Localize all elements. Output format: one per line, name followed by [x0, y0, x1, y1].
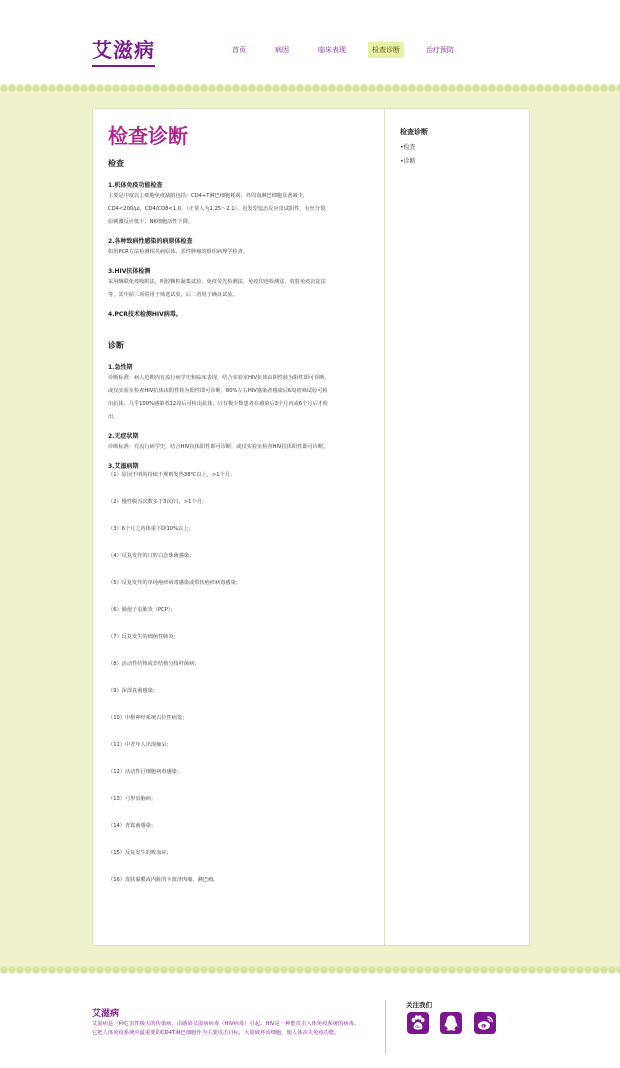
nav-item-treatment[interactable]: 治疗预防: [426, 46, 454, 54]
spacer: [108, 319, 370, 333]
aids-criteria-item: （10）中枢神经系统占位性病变；: [108, 715, 188, 721]
site-header: [0, 0, 620, 84]
aids-criteria-item: （12）活动性巨细胞病毒感染；: [108, 769, 183, 775]
weibo-icon[interactable]: [474, 1012, 496, 1034]
aids-criteria-item: （5）反复发作的单纯疱疹病毒感染或带状疱疹病毒感染；: [108, 580, 241, 586]
spacer: [108, 259, 370, 267]
aids-criteria-item: （15）反复发生的败血症；: [108, 850, 172, 856]
content-panel: [92, 108, 530, 946]
footer-brand: 艾滋病: [92, 1009, 120, 1019]
diagnosis-item-text: 出。: [108, 414, 119, 420]
aids-criteria-item: （6）肺孢子虫肺炎（PCP）；: [108, 607, 176, 613]
site-footer: [0, 976, 620, 1068]
diagnosis-item-text: 诊断标准：有流行病学史，结合HIV抗体阳性即可诊断，或仅实验室检查HIV抗体阳性即可诊断。: [108, 444, 329, 450]
aids-criteria-item: （4）反复发作的口腔白念珠菌感染；: [108, 553, 195, 559]
sidebar: [400, 127, 520, 169]
diagnosis-item-title: 3.艾滋病期: [108, 463, 139, 470]
aids-criteria-item: （3）6个月之内体重下降10%以上；: [108, 526, 194, 532]
sidebar-link-diagnosis[interactable]: •诊断: [400, 158, 416, 165]
nav-item-home[interactable]: 首页: [232, 46, 246, 54]
diagnosis-item-title: 1.急性期: [108, 364, 133, 371]
nav-item-symptoms[interactable]: 临床表现: [318, 46, 346, 54]
site-logo[interactable]: 艾滋病: [92, 34, 155, 67]
sidebar-title: 检查诊断: [400, 128, 428, 136]
spacer: [108, 229, 370, 237]
exam-item-text: 主要是中度以上细胞免疫缺陷包括：CD4+T淋巴细胞耗竭，外周血淋巴细胞显著减少，: [108, 193, 308, 199]
baidu-paw-icon[interactable]: [407, 1012, 429, 1034]
article: [108, 123, 370, 903]
sidebar-link-exam[interactable]: •检查: [400, 144, 416, 151]
spacer: [108, 302, 370, 310]
aids-criteria-item: （9）深部真菌感染；: [108, 688, 158, 694]
aids-criteria-item: （11）中青年人出现痴呆；: [108, 742, 172, 748]
footer-divider: [385, 1000, 386, 1054]
column-divider: [384, 109, 385, 945]
spacer: [108, 424, 370, 432]
exam-item-title: 1.机体免疫功能检查: [108, 182, 163, 189]
aids-criteria-item: （1）原因不明的持续不规则发热38℃以上，>1个月；: [108, 472, 236, 478]
diagnosis-item-text: 出抗体，几乎100%感染者12周后可检出抗体，只有极少数患者在感染后3个月内或6个月后才检: [108, 401, 328, 407]
spacer: [108, 333, 370, 341]
aids-criteria-item: （7）反复发生的细菌性肺炎；: [108, 634, 179, 640]
footer-description: 艾滋病是一种危害性极大的传染病，由感染艾滋病病毒（HIV病毒）引起。HIV是一种能攻击人体免疫系统的病毒。它把人体免疫系统中最重要的CD4T淋巴细胞作为主要攻击目标，大量破坏该细胞，使人体丧失免疫功能。: [92, 1021, 360, 1036]
aids-criteria-item: （13）弓形虫脑病；: [108, 796, 157, 802]
qq-icon[interactable]: [440, 1012, 462, 1034]
follow-us-label: 关注我们: [406, 1001, 432, 1009]
aids-criteria-item: （8）活动性结核或非结核分枝杆菌病；: [108, 661, 200, 667]
aids-criteria-item: （14）青霉菌感染；: [108, 823, 157, 829]
scallop-border-top: [0, 82, 620, 94]
exam-item-title: 4.PCR技术检测HIV病毒。: [108, 311, 182, 318]
exam-item-text: 采用酶联免疫吸附法、明胶颗粒凝集试验、免疫荧光检测法、免疫印迹检测法、放射免疫沉淀法: [108, 279, 326, 285]
aids-criteria-item: （16）皮肤黏膜或内脏的卡波济肉瘤、淋巴瘤。: [108, 877, 219, 883]
diagnosis-item-title: 2.无症状期: [108, 433, 139, 440]
diagnosis-item-text: 诊断标准：病人近期内有流行病学史和临床表现，结合实验室HIV抗体由阴性转为阳性即可诊断，: [108, 375, 330, 381]
page-title: 检查诊断: [108, 124, 188, 148]
exam-item-text: 等，其中前三项常用于筛选试验，后二者用于确证试验。: [108, 292, 238, 298]
svg-text:du: du: [415, 1024, 421, 1030]
exam-item-text: 原刺激反应低下。NK细胞活性下降。: [108, 219, 194, 225]
nav-item-diagnosis[interactable]: 检查诊断: [368, 42, 404, 58]
exam-item-text: CD4<200/μl，CD4/CD8<1.0，（正常人为1.25～2.1），迟发型变态反应皮试阴性，有丝分裂: [108, 206, 326, 212]
section-heading-exam: 检查: [108, 159, 124, 168]
section-heading-diagnosis: 诊断: [108, 341, 124, 350]
scallop-border-bottom: [0, 964, 620, 976]
aids-criteria-item: （2）慢性腹泻次数多于3次/日，>1个月；: [108, 499, 207, 505]
spacer: [108, 454, 370, 462]
diagnosis-item-text: 或仅实验室检查HIV抗体由阴性转为阳性即可诊断。80%左右HIV感染者感染后6周初筛试验可检: [108, 388, 328, 394]
nav-item-cause[interactable]: 病因: [275, 46, 289, 54]
exam-item-title: 2.各种致病性感染的病原体检查: [108, 238, 193, 245]
exam-item-title: 3.HIV抗体检测: [108, 268, 151, 275]
exam-item-text: 如用PCR方法检测相关病原体，恶性肿瘤的组织病理学检查。: [108, 249, 249, 255]
